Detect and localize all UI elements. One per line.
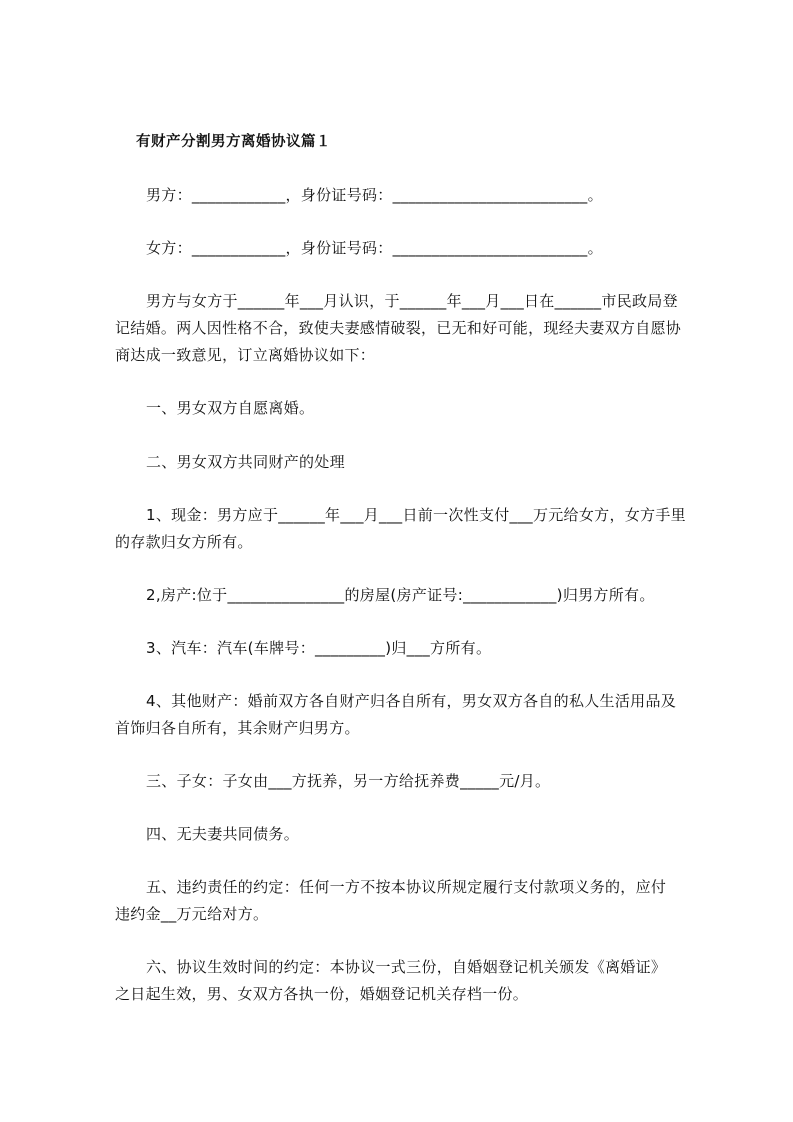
intro-paragraph-line-1: 男方与女方于______年___月认识，于______年___月___日在______市民政局登 xyxy=(146,292,678,310)
clause-6-line-2: 之日起生效，男、女双方各执一份，婚姻登记机关存档一份。 xyxy=(115,985,529,1003)
clause-2-item-1-line-1: 1、现金：男方应于______年___月___日前一次性支付___万元给女方，女方手里 xyxy=(146,506,686,524)
clause-2-item-4-line-1: 4、其他财产：婚前双方各自财产归各自所有，男女双方各自的私人生活用品及 xyxy=(146,692,677,710)
wife-info-line: 女方：____________，身份证号码：_________________________。 xyxy=(146,239,603,257)
clause-5-line-1: 五、违约责任的约定：任何一方不按本协议所规定履行支付款项义务的，应付 xyxy=(146,878,667,896)
clause-4: 四、无夫妻共同债务。 xyxy=(146,825,300,843)
intro-paragraph-line-3: 商达成一致意见，订立离婚协议如下： xyxy=(115,346,376,364)
clause-6-line-1: 六、协议生效时间的约定：本协议一式三份，自婚姻登记机关颁发《离婚证》 xyxy=(146,958,667,976)
clause-2-item-2: 2,房产:位于_______________的房屋(房产证号:____________)归男方所有。 xyxy=(146,586,655,604)
document-title: 有财产分割男方离婚协议篇１ xyxy=(136,134,331,150)
clause-2-item-1-line-2: 的存款归女方所有。 xyxy=(115,533,253,551)
clause-5-line-2: 违约金__万元给对方。 xyxy=(115,905,269,923)
husband-info-line: 男方：____________，身份证号码：_________________________。 xyxy=(146,186,603,204)
clause-3: 三、子女：子女由___方抚养，另一方给抚养费_____元/月。 xyxy=(146,772,551,790)
intro-paragraph-line-2: 记结婚。两人因性格不合，致使夫妻感情破裂，已无和好可能，现经夫妻双方自愿协 xyxy=(115,319,682,337)
clause-2-heading: 二、男女双方共同财产的处理 xyxy=(146,453,345,471)
clause-1: 一、男女双方自愿离婚。 xyxy=(146,399,315,417)
clause-2-item-3: 3、汽车：汽车(车牌号：_________)归___方所有。 xyxy=(146,639,492,657)
clause-2-item-4-line-2: 首饰归各自所有，其余财产归男方。 xyxy=(115,719,360,737)
